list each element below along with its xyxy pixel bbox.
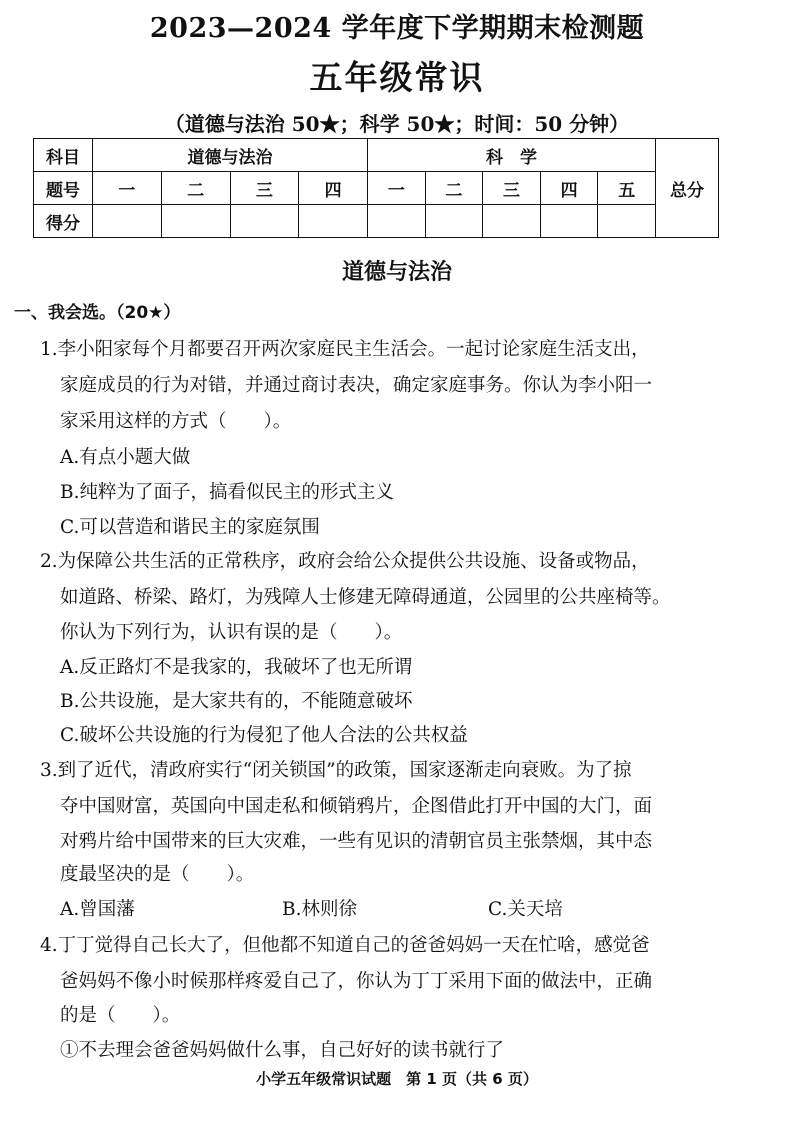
score-table-row-subject (34, 139, 719, 172)
question-2-option-a[interactable]: A.反正路灯不是我家的，我破坏了也无所谓 (60, 657, 413, 678)
score-cell[interactable] (483, 205, 541, 238)
question-3-option-c[interactable]: C.关天培 (488, 899, 563, 920)
question-number-cell: 五 (598, 172, 656, 205)
score-table (33, 138, 719, 238)
score-cell[interactable] (299, 205, 368, 238)
page-footer: 小学五年级常识试题 第 1 页（共 6 页） (256, 1070, 538, 1088)
score-table-row-number (34, 172, 719, 205)
question-4-line: 爸妈妈不像小时候那样疼爱自己了，你认为丁丁采用下面的做法中，正确 (60, 971, 653, 992)
question-number-cell: 二 (161, 172, 230, 205)
question-number-cell: 四 (540, 172, 598, 205)
score-cell[interactable] (230, 205, 299, 238)
question-3-option-b[interactable]: B.林则徐 (282, 899, 357, 920)
question-2-option-b[interactable]: B.公共设施，是大家共有的，不能随意破坏 (60, 691, 413, 712)
exam-title: 2023—2024 学年度下学期期末检测题 (149, 13, 645, 44)
question-1-line: 家庭成员的行为对错，并通过商讨表决，确定家庭事务。你认为李小阳一 (60, 375, 653, 396)
subject-label: 科目 (34, 139, 93, 172)
question-2-option-c[interactable]: C.破坏公共设施的行为侵犯了他人合法的公共权益 (60, 725, 468, 746)
question-number-cell: 三 (483, 172, 541, 205)
question-number-cell: 一 (93, 172, 162, 205)
question-4-option-1[interactable]: ①不去理会爸爸妈妈做什么事，自己好好的读书就行了 (60, 1040, 505, 1061)
question-1-line: 家采用这样的方式（ ）。 (60, 411, 292, 432)
question-2-line: 如道路、桥梁、路灯，为残障人士修建无障碍通道，公园里的公共座椅等。 (60, 587, 671, 608)
question-3-line: 对鸦片给中国带来的巨大灾难，一些有见识的清朝官员主张禁烟，其中态 (60, 831, 653, 852)
question-1-option-c[interactable]: C.可以营造和谐民主的家庭氛围 (60, 517, 320, 538)
exam-info: （道德与法治 50★；科学 50★；时间：50 分钟） (164, 112, 630, 136)
score-cell[interactable] (368, 205, 426, 238)
question-3-option-a[interactable]: A.曾国藩 (60, 899, 135, 920)
question-number-cell: 一 (368, 172, 426, 205)
question-4-line: 的是（ ）。 (60, 1005, 181, 1026)
score-cell[interactable] (93, 205, 162, 238)
question-3-line: 度最坚决的是（ ）。 (60, 864, 255, 885)
question-4-line: 4.丁丁觉得自己长大了，但他都不知道自己的爸爸妈妈一天在忙啥，感觉爸 (40, 935, 650, 956)
question-number-cell: 二 (425, 172, 483, 205)
score-label: 得分 (34, 205, 93, 238)
question-1-option-b[interactable]: B.纯粹为了面子，搞看似民主的形式主义 (60, 482, 394, 503)
question-2-line: 2.为保障公共生活的正常秩序，政府会给公众提供公共设施、设备或物品， (40, 551, 650, 572)
score-cell[interactable] (161, 205, 230, 238)
question-3-line: 夺中国财富，英国向中国走私和倾销鸦片，企图借此打开中国的大门，面 (60, 796, 653, 817)
number-label: 题号 (34, 172, 93, 205)
question-1-line: 1.李小阳家每个月都要召开两次家庭民主生活会。一起讨论家庭生活支出， (40, 339, 650, 360)
score-cell[interactable] (425, 205, 483, 238)
question-3-line: 3.到了近代，清政府实行“闭关锁国”的政策，国家逐渐走向衰败。为了掠 (40, 760, 632, 781)
score-cell[interactable] (540, 205, 598, 238)
exam-subject: 五年级常识 (309, 58, 485, 97)
question-number-cell: 四 (299, 172, 368, 205)
total-score-label: 总分 (656, 139, 719, 238)
question-number-cell: 三 (230, 172, 299, 205)
question-1-option-a[interactable]: A.有点小题大做 (60, 447, 191, 468)
score-table-row-score (34, 205, 719, 238)
question-2-line: 你认为下列行为，认识有误的是（ ）。 (60, 622, 403, 643)
part-heading: 一、我会选。（20★） (14, 303, 181, 323)
subject-science: 科 学 (368, 139, 656, 172)
section-title: 道德与法治 (341, 260, 452, 285)
subject-moral: 道德与法治 (93, 139, 368, 172)
score-cell[interactable] (598, 205, 656, 238)
